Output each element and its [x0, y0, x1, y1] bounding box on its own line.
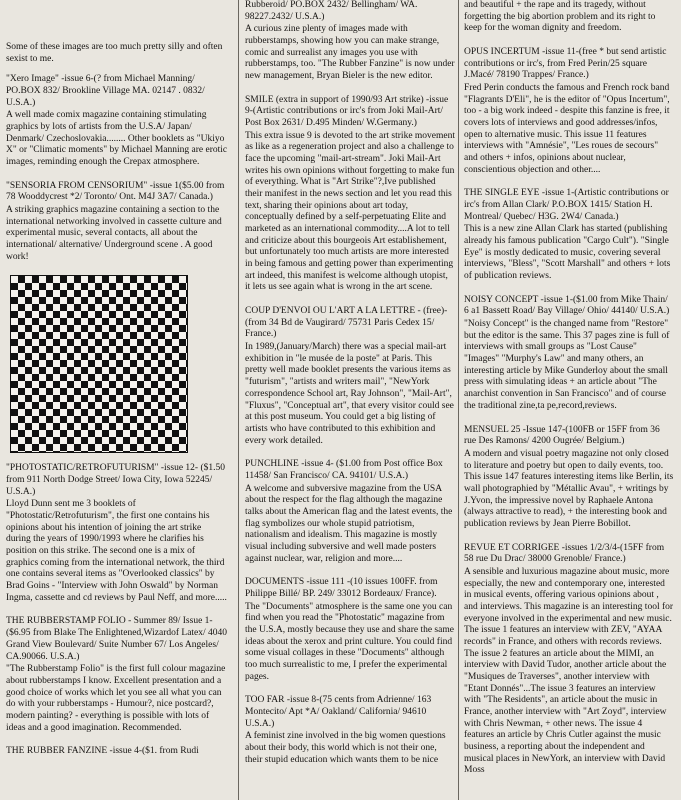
review-heading: NOISY CONCEPT -issue 1-($1.00 from Mike Thain/ 6 a1 Bassett Road/ Bay Village/ Ohio/ 44140/ U.S.A.): [464, 294, 670, 317]
column-1: [0, 0, 228, 800]
review-body: A welcome and subversive magazine from the USA about the respect for the flag although the magazine talks about the American flag and the latest events, the flag symbolizes our whole stupid patriotism, nationalism and idealism. This magazine is mostly visual including subversive and well made posters against nuclear, war, religion and more....: [245, 483, 453, 564]
review-heading: DOCUMENTS -issue 111 -(10 issues 100FF. from Philippe Billé/ BP. 249/ 33012 Bordeaux/ France).: [245, 577, 438, 599]
review-heading: THE RUBBER FANZINE -issue 4-($1. from Rudi: [6, 746, 199, 757]
review-continuation: and beautiful + the rape and its tragedy, without forgetting the big abortion problem and its right to keep for the woman dignity and freedom.: [464, 0, 656, 34]
review-heading: OPUS INCERTUM -issue 11-(free * but send artistic contributions or irc's, from Fred Perin/25 square J.Macé/ 78190 Trappes/ France.): [464, 47, 667, 81]
review-body: The "Documents" atmosphere is the same one you can find when you read the "Photostatic" magazine from the U.S.A, mostly because they use and share the same ideas about the xerox and print culture. You could find some visual collages in these "Documents" although too much surrealistic to me, I prefer the experimental pages.: [245, 601, 454, 682]
review-heading: TOO FAR -issue 8-(75 cents from Adrienne/ 163 Montecito/ Apt *A/ Oakland/ California/ 94610 U.S.A.): [245, 695, 432, 729]
review-continuation: Rubberoid/ PO.BOX 2432/ Bellingham/ WA. 98227.2432/ U.S.A.): [245, 0, 418, 22]
review-body: "Noisy Concept" is the changed name from "Restore" but the editor is the same. This 37 pages zine is full of interviews with small groups as "Lost Cause" "Images" "Murphy's Law" and many others, an interesting article by Mike Gunderloy about the small press with simulating ideas + an article about "The anarchist convention in San Francisco" and of course the traditional zine,ta pe,record,reviews.: [464, 319, 670, 411]
review-heading: "SENSORIA FROM CENSORIUM" -issue 1($5.00 from 78 Wooddycrest *2/ Toronto/ Ont. M4J 3A7/ Canada.): [6, 180, 225, 203]
review-body: Lloyd Dunn sent me 3 booklets of "Photostatic/Retrofuturism", the first one contains his opinions about his intention of joining the art strike during the years of 1990/1993 where he clarifies his position on this strike. The second one is a mix of graphics coming from the international network, the third one contains several items as "Overlooked classics" by Brad Goins - "Interview with John Oswald" by Norman Ingma, cassette and cd reviews by Paul Neff, and more.....: [6, 499, 227, 603]
column-divider: [458, 0, 459, 800]
column-2: [245, 0, 455, 800]
review-body: This is a new zine Allan Clark has started (publishing already his famous publication "Cargo Cult"). "Single Eye" is mostly dedicated to music, covering several interviews, "Bless", "Scott Marshall" and others + lots of publication reviews.: [464, 224, 671, 282]
checkerboard-illustration: [10, 275, 188, 453]
review-continuation: Some of these images are too much pretty silly and often sexist to me.: [6, 42, 223, 64]
review-body: This extra issue 9 is devoted to the art strike movement as like as a regeneration project and also a challenge to face the upcoming "mail-art-stream". Joki Mail-Art writes his own opinions without forgetting to make fun of everything. What is "Art Strike"?,Ive published their manifest in the news section and let you read this text, sharing their opinions about art today, conceptually defined by a self-perpetuating Elite and marketed as an international commodity....A lot to tell and criticize about this bourgeois Art establishement, but unfortunately too much artists are more interested in being famous and getting power than experimenting art indeed, this manifest is welcome although utopist, it lets us see again what is wrong in the art scene.: [245, 130, 455, 293]
column-divider: [238, 0, 239, 800]
review-heading: PUNCHLINE -issue 4- ($1.00 from Post office Box 11458/ San Francisco/ CA. 94101/ U.S.A.): [245, 459, 443, 481]
review-heading: MENSUEL 25 -Issue 147-(100FB or 15FF from 36 rue Des Ramons/ 4200 Ougrée/ Belgium.): [464, 424, 660, 447]
column-3: [464, 0, 674, 800]
review-heading: THE RUBBERSTAMP FOLIO - Summer 89/ Issue 1- ($6.95 from Blake The Enlightened,Wizardof Latex/ 4040 Grand View Boulevard/ Suite Number 67/ Los Angeles/ CA.90066. U.S.A.): [6, 616, 228, 662]
review-body: "The Rubberstamp Folio" is the first full colour magazine about rubberstamps I know. Excellent presentation and a good choice of works which let you see all what you can do with your rubberstamps - Humour?, nice postcard?, modern painting? - everything is possible with lots of ideas and a good imagination. Recommended.: [6, 664, 226, 733]
review-heading: "PHOTOSTATIC/RETROFUTURISM" -issue 12- ($1.50 from 911 North Dodge Street/ Iowa City, Iowa 52245/ U.S.A.): [6, 463, 225, 497]
review-body: A curious zine plenty of images made with rubberstamps, showing how you can make strange, comic and surrealist any images you use with rubberstamps, too. "The Rubber Fanzine" is now under new management, Bryan Bieler is the new editor.: [245, 24, 455, 82]
review-body: A sensible and luxurious magazine about music, more especially, the new and contemporary one, interested in musical events, offering various opinions about , and interviews. This magazine is an interesting tool for everyone involved in the experimental and new music. The issue 1 features an interview with ZEV, "AYAA records" in France, and others with records reviews. The issue 2 features an article about the MIMI, an interview with David Tudor, another article about the "Musiques de Traverses", another interview with "Etant Donnés"...The issue 3 features an interview with "The Residents", an article about the music in France, another interview with "Art Zoyd", interview with Chris Newman, + other news. The issue 4 features an article by Chris Cutler against the music business, a reporting about the independent and musical places in NewYork, an interview with David Moss: [464, 566, 674, 776]
review-body: Fred Perin conducts the famous and French rock band "Flagrants D'Eli", he is the editor of "Opus Incertum", too - a big work indeed - despite this fanzine is free, it covers lots of interviews and good addresses/infos, open to alternative music. This issue 11 features interviews with "Amnésie", "Les roues de secours" and others + infos, opinions about nuclear, conscientious objection and other....: [464, 83, 670, 175]
review-body: A feminist zine involved in the big women questions about their body, this world which is not their one, their stupid education which wants them to be nice: [245, 731, 446, 765]
review-heading: REVUE ET CORRIGEE -issues 1/2/3/4-(15FF from 58 rue Du Drac/ 38000 Grenoble/ France.): [464, 542, 665, 565]
review-body: A striking graphics magazine containing a section to the international networking involved in cassette culture and experimental music, several contacts, all about the international/ alternative/ Underground scene . A good work!: [6, 205, 222, 262]
review-heading: COUP D'ENVOI OU L'ART A LA LETTRE - (free)-(from 34 Bd de Vaugirard/ 75731 Paris Cedex 15/ France.): [245, 306, 448, 340]
review-body: A well made comix magazine containing stimulating graphics by lots of artists from the U.S.A/ Japan/ Denmark/ Czechoslovakia........ Other booklets as "Ukiyo X" or "Climatic moments" by Michael Manning are erotic images, reminding enough the Crepax atmosphere.: [6, 110, 228, 168]
review-body: In 1989,(January/March) there was a special mail-art exhibition in "le musée de la poste" at Paris. This pretty well made booklet presents the various items as "futurism", "artists and writers mail", "NewYork correspondence School art, Ray Johnson", "Mail-Art", "Fluxus", "Conceptual art", that every visitor could see at this post museum. You could get a big listing of artists who have contributed to this exhibition and every work detailed.: [245, 342, 454, 446]
review-heading: THE SINGLE EYE -issue 1-(Artistic contributions or irc's from Allan Clark/ P.O.BOX 1415/ Station H. Montreal/ Quebec/ H3G. 2W4/ Canada.): [464, 188, 669, 222]
review-heading: SMILE (extra in support of 1990/93 Art strike) -issue 9-(Artistic contributions or irc's from Joki Mail-Art/ Post Box 2631/ D.495 Minden/ W.Germany.): [245, 94, 449, 129]
review-body: A modern and visual poetry magazine not only closed to literature and poetry but open to daily events, too. This issue 147 features interesting items like Berlin, its wall photographied by "Métallic Avau", + writings by J.Yvon, the impressive novel by Raphaele Antona (always attractive to read), + the interesting book and publication reviews by Jean Pierre Bobillot.: [464, 448, 674, 529]
review-heading: "Xero Image" -issue 6-(? from Michael Manning/ PO.BOX 832/ Brookline Village MA. 02147 . 0832/ U.S.A.): [6, 74, 205, 108]
